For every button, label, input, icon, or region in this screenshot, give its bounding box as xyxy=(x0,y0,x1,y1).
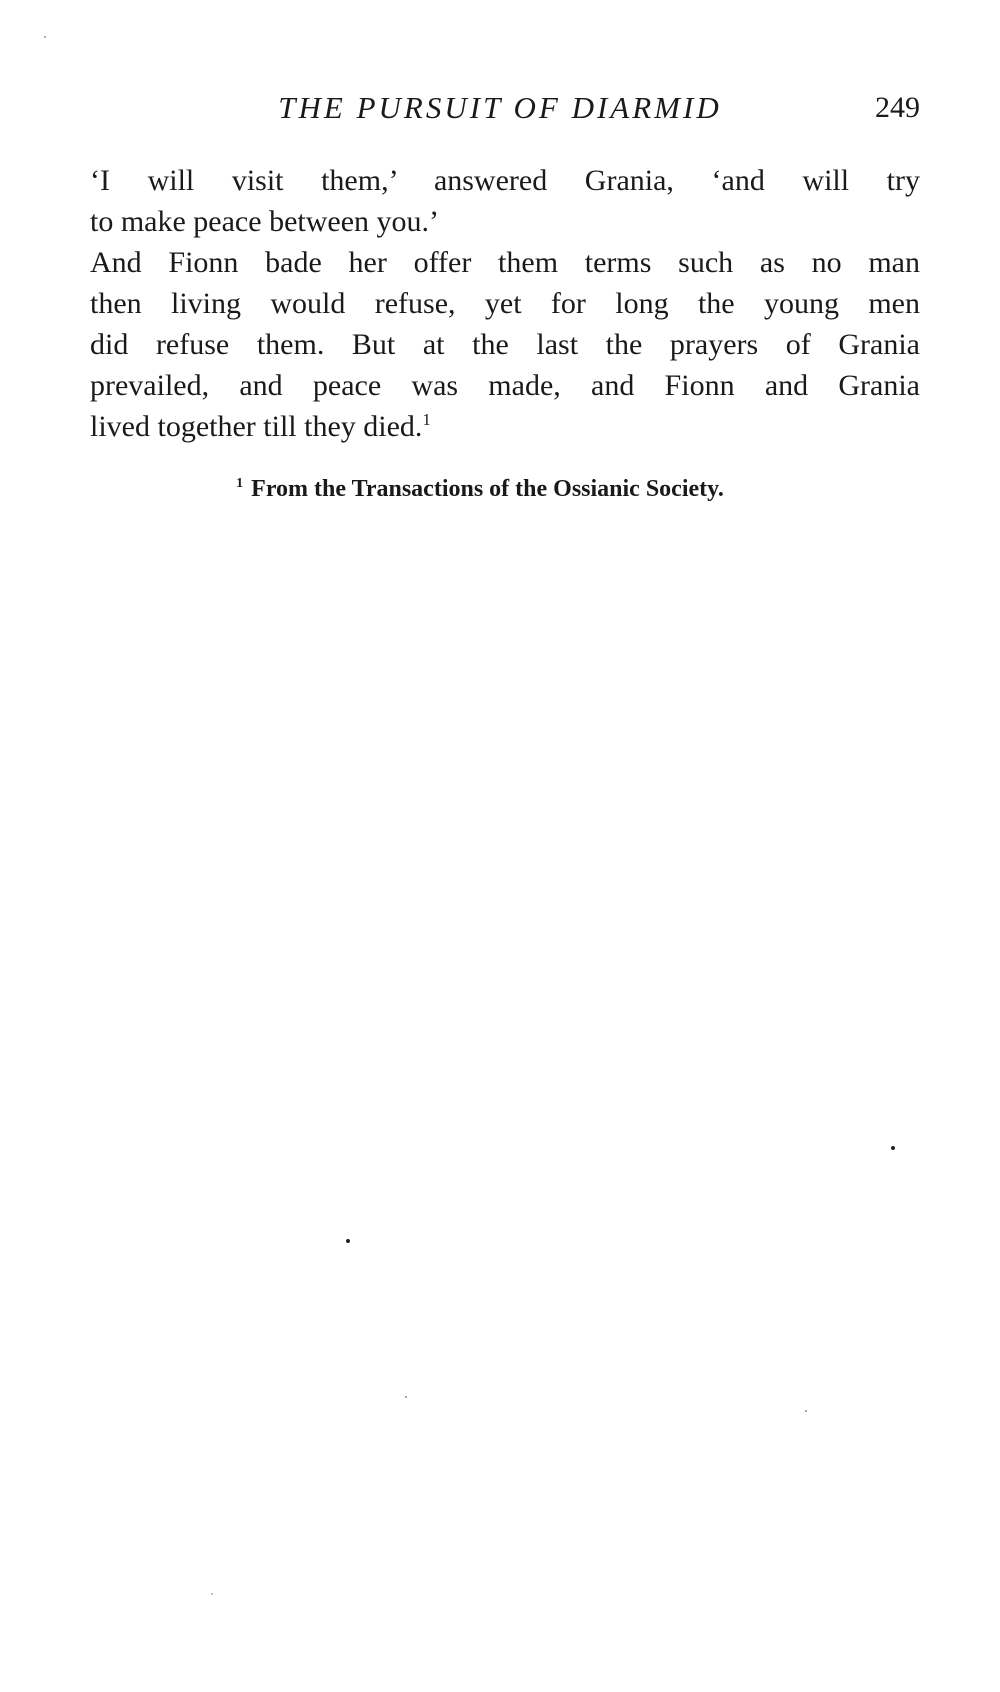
footnote xyxy=(40,473,920,505)
paragraph-1-line-2: to make peace between you.’ xyxy=(90,205,439,238)
running-head xyxy=(40,86,920,130)
paragraph-1-line-1: ‘I will visit them,’ answered Grania, ‘and will try xyxy=(90,164,920,197)
paragraph-1 xyxy=(40,160,920,242)
scan-speck xyxy=(346,1239,350,1243)
scan-speck xyxy=(211,1593,213,1595)
body-text xyxy=(40,160,920,447)
scan-speck xyxy=(891,1146,895,1150)
paragraph-2-line-3: did refuse them. But at the last the prayers of Grania xyxy=(90,328,920,361)
scan-speck xyxy=(405,1396,407,1398)
scan-speck xyxy=(44,36,46,38)
paragraph-2-line-5-text: lived together till they died. xyxy=(90,410,423,443)
paragraph-2-line-4: prevailed, and peace was made, and Fionn and Grania xyxy=(90,369,920,402)
footnote-mark: 1 xyxy=(236,476,244,491)
footnote-reference: 1 xyxy=(422,410,431,429)
paragraph-2-line-5 xyxy=(40,406,920,447)
scan-speck xyxy=(805,1410,807,1412)
paragraph-2 xyxy=(40,242,920,447)
page-number: 249 xyxy=(875,91,920,124)
footnote-text: From the Transactions of the Ossianic Society. xyxy=(251,476,724,502)
running-title: THE PURSUIT OF DIARMID xyxy=(278,90,722,125)
paragraph-2-line-1: And Fionn bade her offer them terms such as no man xyxy=(90,246,920,279)
paragraph-2-line-2: then living would refuse, yet for long the young men xyxy=(90,287,920,320)
